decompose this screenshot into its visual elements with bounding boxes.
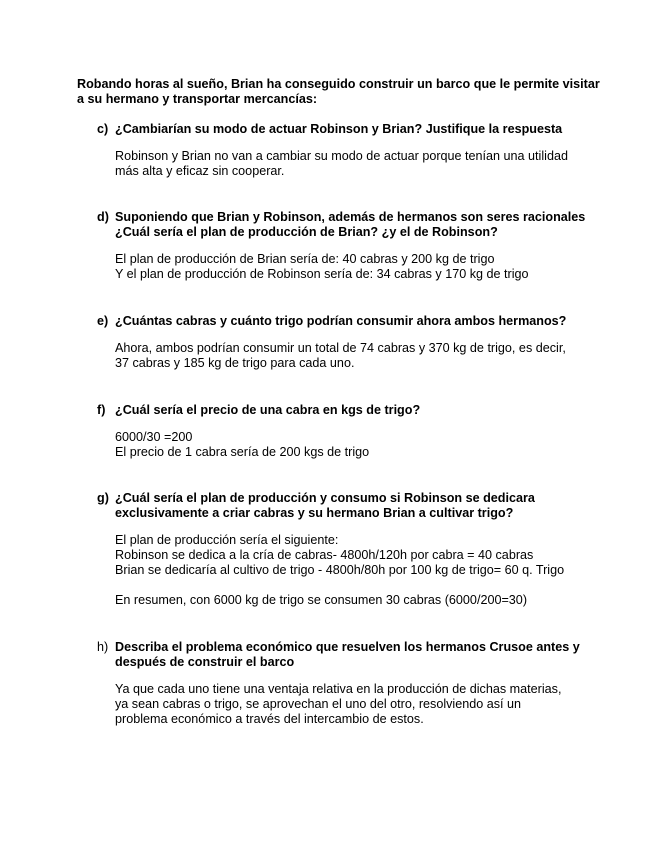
answer-line: ya sean cabras o trigo, se aprovechan el uno del otro, resolviendo así un	[115, 697, 522, 711]
question-d	[97, 210, 597, 282]
answer-summary: En resumen, con 6000 kg de trigo se consumen 30 cabras (6000/200=30)	[115, 593, 528, 607]
question-title: Suponiendo que Brian y Robinson, además de hermanos son seres racionales ¿Cuál sería el plan de producción de Brian? ¿y el de Robinson?	[115, 210, 586, 239]
answer-block	[115, 533, 597, 608]
answer-line: más alta y eficaz sin cooperar.	[115, 164, 285, 178]
answer-block	[115, 430, 597, 460]
question-letter: c)	[97, 122, 109, 136]
answer-line: 6000/30 =200	[115, 430, 193, 444]
answer-line: Y el plan de producción de Robinson sería de: 34 cabras y 170 kg de trigo	[115, 267, 529, 281]
question-letter: h)	[97, 640, 109, 654]
question-letter: e)	[97, 314, 109, 328]
answer-block	[115, 341, 597, 371]
question-letter: f)	[97, 403, 106, 417]
answer-line: Robinson se dedica a la cría de cabras- 4800h/120h por cabra = 40 cabras	[115, 548, 534, 562]
question-g	[97, 491, 597, 608]
question-title: Describa el problema económico que resuelven los hermanos Crusoe antes y después de construir el barco	[115, 640, 580, 669]
answer-block	[115, 682, 597, 727]
question-letter: g)	[97, 491, 109, 505]
answer-line: problema económico a través del intercambio de estos.	[115, 712, 424, 726]
question-heading	[97, 210, 597, 240]
question-e	[97, 314, 597, 371]
question-title: ¿Cuál sería el precio de una cabra en kgs de trigo?	[115, 403, 421, 417]
answer-block	[115, 149, 597, 179]
intro-paragraph: Robando horas al sueño, Brian ha conseguido construir un barco que le permite visitar a su hermano y transportar mercancías:	[77, 77, 600, 106]
question-heading	[97, 122, 597, 137]
question-f	[97, 403, 597, 460]
answer-line: Ahora, ambos podrían consumir un total de 74 cabras y 370 kg de trigo, es decir,	[115, 341, 566, 355]
question-title: ¿Cuál sería el plan de producción y consumo si Robinson se dedicara exclusivamente a criar cabras y su hermano Brian a cultivar trigo?	[115, 491, 535, 520]
answer-line: Robinson y Brian no van a cambiar su modo de actuar porque tenían una utilidad	[115, 149, 568, 163]
question-heading	[97, 640, 597, 670]
question-h	[97, 640, 597, 727]
answer-line: Brian se dedicaría al cultivo de trigo - 4800h/80h por 100 kg de trigo= 60 q. Trigo	[115, 563, 565, 577]
answer-line: El precio de 1 cabra sería de 200 kgs de trigo	[115, 445, 370, 459]
question-title: ¿Cuántas cabras y cuánto trigo podrían consumir ahora ambos hermanos?	[115, 314, 567, 328]
question-heading	[97, 491, 597, 521]
question-heading	[97, 314, 597, 329]
answer-line: El plan de producción sería el siguiente:	[115, 533, 339, 547]
question-title: ¿Cambiarían su modo de actuar Robinson y Brian? Justifique la respuesta	[115, 122, 563, 136]
answer-line: Ya que cada uno tiene una ventaja relativa en la producción de dichas materias,	[115, 682, 562, 696]
answer-line: 37 cabras y 185 kg de trigo para cada uno.	[115, 356, 355, 370]
answer-line: El plan de producción de Brian sería de: 40 cabras y 200 kg de trigo	[115, 252, 495, 266]
question-c	[97, 122, 597, 179]
question-letter: d)	[97, 210, 109, 224]
question-heading	[97, 403, 597, 418]
answer-block	[115, 252, 597, 282]
